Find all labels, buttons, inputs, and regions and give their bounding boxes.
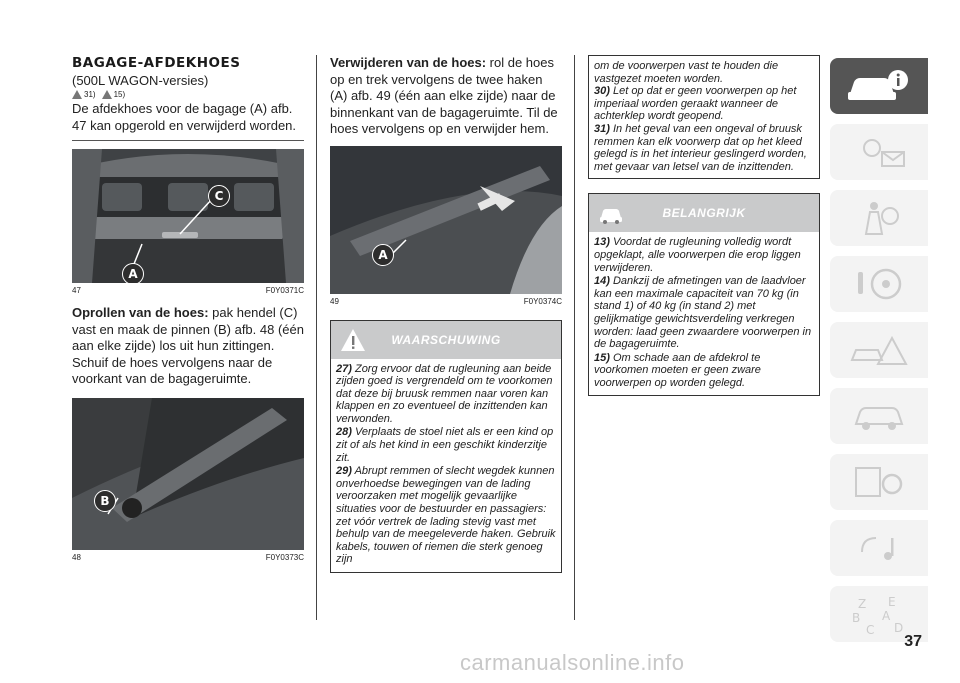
luggage-cover-photo (72, 149, 304, 283)
warning-references (72, 90, 304, 99)
section-heading: BAGAGE-AFDEKHOES (72, 55, 241, 71)
warning-continuation (588, 55, 820, 179)
svg-text:D: D (894, 621, 904, 635)
warning-body (331, 359, 561, 573)
tab-starting-driving[interactable] (830, 256, 928, 312)
figure-47 (72, 149, 304, 283)
figure-number: 49 (330, 296, 339, 306)
continuation-lead: om de voorwerpen vast te houden die vastgezet moeten worden. (594, 60, 779, 85)
remove-text: rol de hoes op en trek vervolgens de twee haken (A) afb. 49 (één aan elke zijde) naar de binnenkant van de bagageruimte. Til de hoes vervolgens op en verwijder hem. (330, 55, 558, 136)
figure-48 (72, 398, 304, 550)
remove-paragraph (330, 55, 562, 138)
multimedia-icon (844, 528, 914, 568)
remove-title: Verwijderen van de hoes: (330, 55, 487, 70)
column-divider (574, 55, 575, 620)
important-body (589, 232, 819, 395)
maintenance-car-icon (844, 396, 914, 436)
tab-emergency[interactable] (830, 322, 928, 378)
figure-code: F0Y0373C (265, 552, 304, 562)
callout-a: A (372, 244, 394, 266)
warning-item: 27) Zorg ervoor dat de rugleuning aan beide zijden goed is vergrendeld om te voorkomen dat deze bij bruusk remmen naar voren kan klappen en zo eventueel de inzittenden kan verwonden. (336, 362, 553, 425)
svg-text:Z: Z (858, 597, 867, 611)
section-subheading: (500L WAGON-versies) (72, 73, 209, 88)
warning-header (331, 321, 561, 359)
roll-title: Oprollen van de hoes: (72, 305, 209, 321)
figure-code: F0Y0371C (265, 286, 304, 296)
intro-paragraph: De afdekhoes voor de bagage (A) afb. 47 kan opgerold en verwijderd worden. (72, 101, 297, 133)
svg-text:A: A (882, 609, 891, 623)
column-2 (330, 55, 562, 573)
figure-number: 47 (72, 286, 81, 296)
svg-text:B: B (852, 611, 861, 625)
page-number: 37 (904, 633, 922, 650)
chapter-tabs (830, 58, 928, 652)
figure-code: F0Y0374C (523, 296, 562, 306)
tab-safety[interactable] (830, 190, 928, 246)
steering-start-icon (844, 264, 914, 304)
warning-triangle-icon (72, 90, 82, 99)
important-header (589, 194, 819, 232)
warning-lights-icon (844, 132, 914, 172)
car-info-icon (844, 66, 914, 106)
tab-technical-data[interactable] (830, 454, 928, 510)
svg-text:E: E (888, 595, 896, 609)
airbag-seat-icon (844, 198, 914, 238)
figure-caption (72, 553, 304, 562)
warning-title: WAARSCHUWING (391, 332, 501, 347)
car-service-icon (597, 200, 625, 226)
figure-number: 48 (72, 552, 81, 562)
callout-c: C (208, 185, 230, 207)
column-1 (72, 55, 304, 572)
warning-item: 29) Abrupt remmen of slecht wegdek kunnen onverhoedse bewegingen van de lading veroorzaken met mogelijk gevaarlijke situaties voor de bestuurder en passagiers: zet vóór vertrek de lading stevig vast met behulp van de meegeleverde haken. Gebruik kabels, touwen of riemen die sterk genoeg zijn (336, 465, 556, 566)
watermark: carmanualsonline.info (460, 650, 685, 675)
column-divider (316, 55, 317, 620)
tab-car-info[interactable] (830, 58, 928, 114)
important-item: 14) Dankzij de afmetingen van de laadvloer kan een maximale capaciteit van 70 kg (in stand 1) of 40 kg (in stand 2) met gelijkmatige gewichtsverdeling verkregen worden: laad geen zwaardere voorwerpen in de bagageruimte. (594, 275, 812, 351)
figure-49 (330, 146, 562, 294)
callout-a: A (122, 263, 144, 283)
tab-warning-lights[interactable] (830, 124, 928, 180)
warning-item: 28) Verplaats de stoel niet als er een kind op zit of als het kind in een geschikt kinderzitje zit. (336, 426, 554, 464)
callout-b: B (94, 490, 116, 512)
caution-ref: 15) (102, 90, 126, 99)
roll-text: pak hendel (C) vast en maak de pinnen (B) afb. 48 (één aan elke zijde) los uit hun zittingen. Schuif de hoes vervolgens naar de voorkant van de bagageruimte. (72, 305, 304, 387)
tab-maintenance[interactable] (830, 388, 928, 444)
cover-hook-photo (330, 146, 562, 294)
figure-caption (330, 297, 562, 306)
index-icon (844, 592, 914, 636)
cover-pin-photo (72, 398, 304, 550)
important-item: 15) Om schade aan de afdekrol te voorkomen moeten er geen zware voorwerpen op worden gelegd. (594, 351, 761, 389)
column-3 (588, 55, 820, 396)
important-box (588, 193, 820, 396)
roll-paragraph (72, 305, 304, 388)
warning-item: 31) In het geval van een ongeval of bruusk remmen kan elk voorwerp dat op het kleed gelegd is in het interieur geslingerd worden, met gevaar van letsel van de inzittenden. (594, 122, 807, 173)
important-item: 13) Voordat de rugleuning volledig wordt opgeklapt, alle voorwerpen die erop liggen verwijderen. (594, 236, 801, 274)
svg-text:C: C (866, 623, 875, 636)
technical-data-icon (844, 462, 914, 502)
warning-ref: 31) (72, 90, 96, 99)
warning-triangle-icon (339, 327, 367, 353)
warning-item: 30) Let op dat er geen voorwerpen op het imperiaal worden geraakt wanneer de achterklep wordt geopend. (594, 85, 797, 123)
important-title: BELANGRIJK (662, 206, 746, 221)
warning-box (330, 320, 562, 574)
caution-triangle-icon (102, 90, 112, 99)
figure-caption (72, 286, 304, 295)
tab-multimedia[interactable] (830, 520, 928, 576)
emergency-icon (844, 330, 914, 370)
divider (72, 140, 304, 141)
